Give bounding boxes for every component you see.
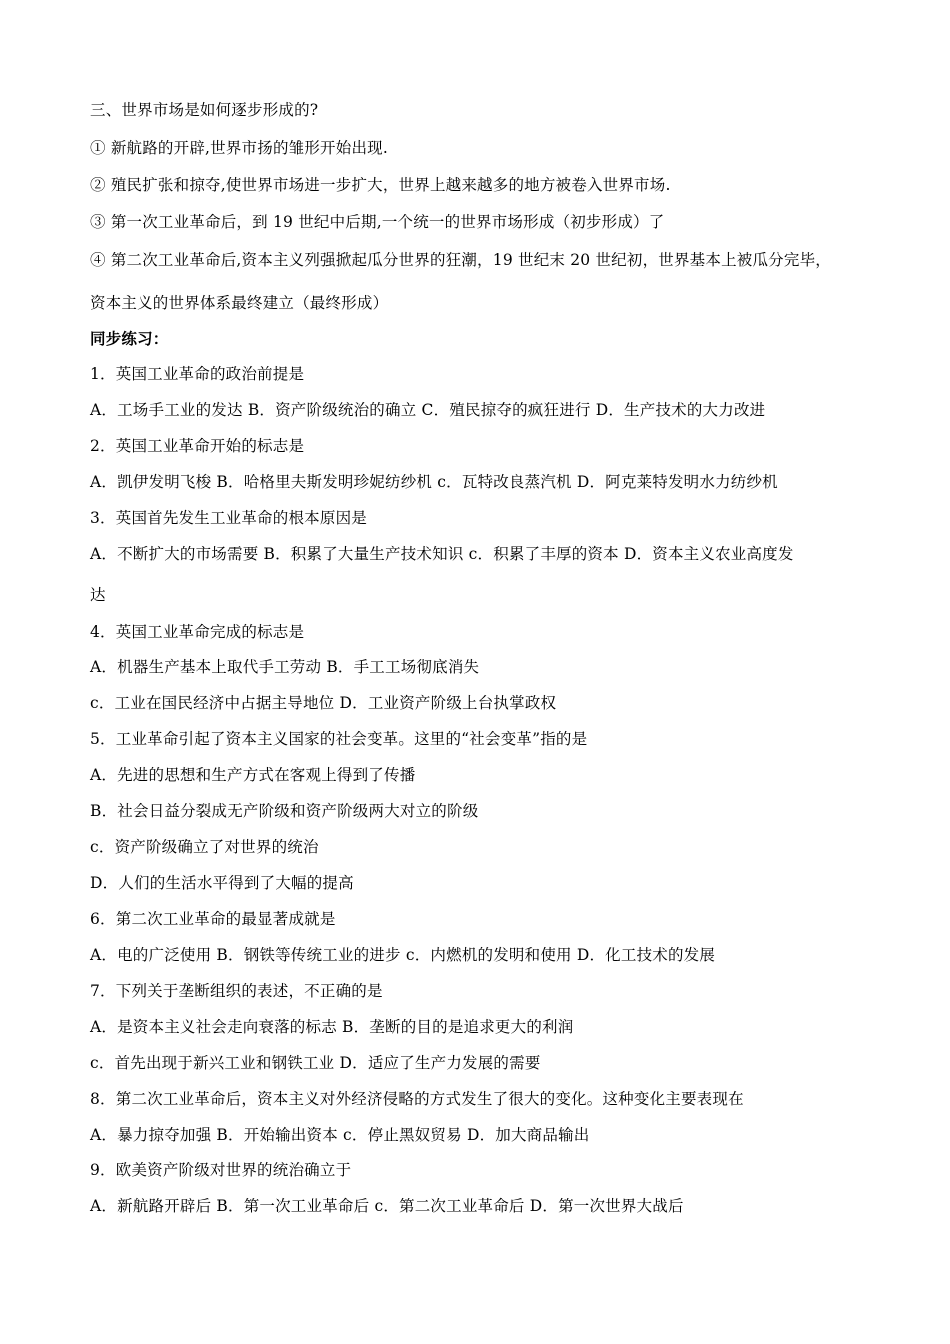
question-5: 5．工业革命引起了资本主义国家的社会变革。这里的“社会变革”指的是	[90, 730, 588, 748]
question-9-options: A．新航路开辟后 B．第一次工业革命后 c．第二次工业革命后 D．第一次世界大战后	[90, 1197, 684, 1215]
question-5-option-c: c．资产阶级确立了对世界的统治	[90, 838, 319, 856]
point-3: ③ 第一次工业革命后，到 19 世纪中后期,一个统一的世界市场形成（初步形成）了	[90, 213, 665, 231]
point-1: ① 新航路的开辟,世界市扬的雏形开始出现.	[90, 139, 388, 157]
question-9: 9．欧美资产阶级对世界的统治确立于	[90, 1161, 352, 1179]
question-2: 2．英国工业革命开始的标志是	[90, 437, 305, 455]
question-6: 6．第二次工业革命的最显著成就是	[90, 910, 336, 928]
question-4-options-cd: c．工业在国民经济中占据主导地位 D．工业资产阶级上台执掌政权	[90, 694, 557, 712]
question-4: 4．英国工业革命完成的标志是	[90, 623, 305, 641]
point-2: ② 殖民扩张和掠夺,使世界市场进一步扩大，世界上越来越多的地方被卷入世界市场.	[90, 176, 671, 194]
question-5-option-d: D．人们的生活水平得到了大幅的提高	[90, 874, 354, 892]
question-4-options-ab: A．机器生产基本上取代手工劳动 B．手工工场彻底消失	[90, 658, 480, 676]
question-1: 1．英国工业革命的政治前提是	[90, 365, 305, 383]
section-heading: 三、世界市场是如何逐步形成的?	[90, 101, 319, 119]
question-7: 7．下列关于垄断组织的表述，不正确的是	[90, 982, 383, 1000]
question-3-options-continued: 达	[90, 586, 106, 604]
point-4: ④ 第二次工业革命后,资本主义列强掀起瓜分世界的狂潮，19 世纪末 20 世纪初，世界基本上被瓜分完毕，	[90, 251, 831, 269]
question-6-options: A．电的广泛使用 B．钢铁等传统工业的进步 c．内燃机的发明和使用 D．化工技术的发展	[90, 946, 716, 964]
question-8-options: A．暴力掠夺加强 B．开始输出资本 c．停止黑奴贸易 D．加大商品输出	[90, 1126, 590, 1144]
question-3: 3．英国首先发生工业革命的根本原因是	[90, 509, 367, 527]
question-3-options: A．不断扩大的市场需要 B．积累了大量生产技术知识 c．积累了丰厚的资本 D．资本主义农业高度发	[90, 545, 794, 563]
exercise-heading: 同步练习：	[90, 329, 169, 348]
question-5-option-a: A．先进的思想和生产方式在客观上得到了传播	[90, 766, 416, 784]
question-7-options-cd: c．首先出现于新兴工业和钢铁工业 D．适应了生产力发展的需要	[90, 1054, 541, 1072]
question-8: 8．第二次工业革命后，资本主义对外经济侵略的方式发生了很大的变化。这种变化主要表现在	[90, 1090, 744, 1108]
point-4-continued: 资本主义的世界体系最终建立（最终形成）	[90, 294, 389, 312]
question-7-options-ab: A．是资本主义社会走向衰落的标志 B．垄断的目的是追求更大的利润	[90, 1018, 574, 1036]
question-5-option-b: B．社会日益分裂成无产阶级和资产阶级两大对立的阶级	[90, 802, 479, 820]
question-1-options: A．工场手工业的发达 B．资产阶级统治的确立 C．殖民掠夺的疯狂进行 D．生产技术的大力改进	[90, 401, 766, 419]
question-2-options: A．凯伊发明飞梭 B．哈格里夫斯发明珍妮纺纱机 c．瓦特改良蒸汽机 D．阿克莱特发明水力纺纱机	[90, 473, 778, 491]
